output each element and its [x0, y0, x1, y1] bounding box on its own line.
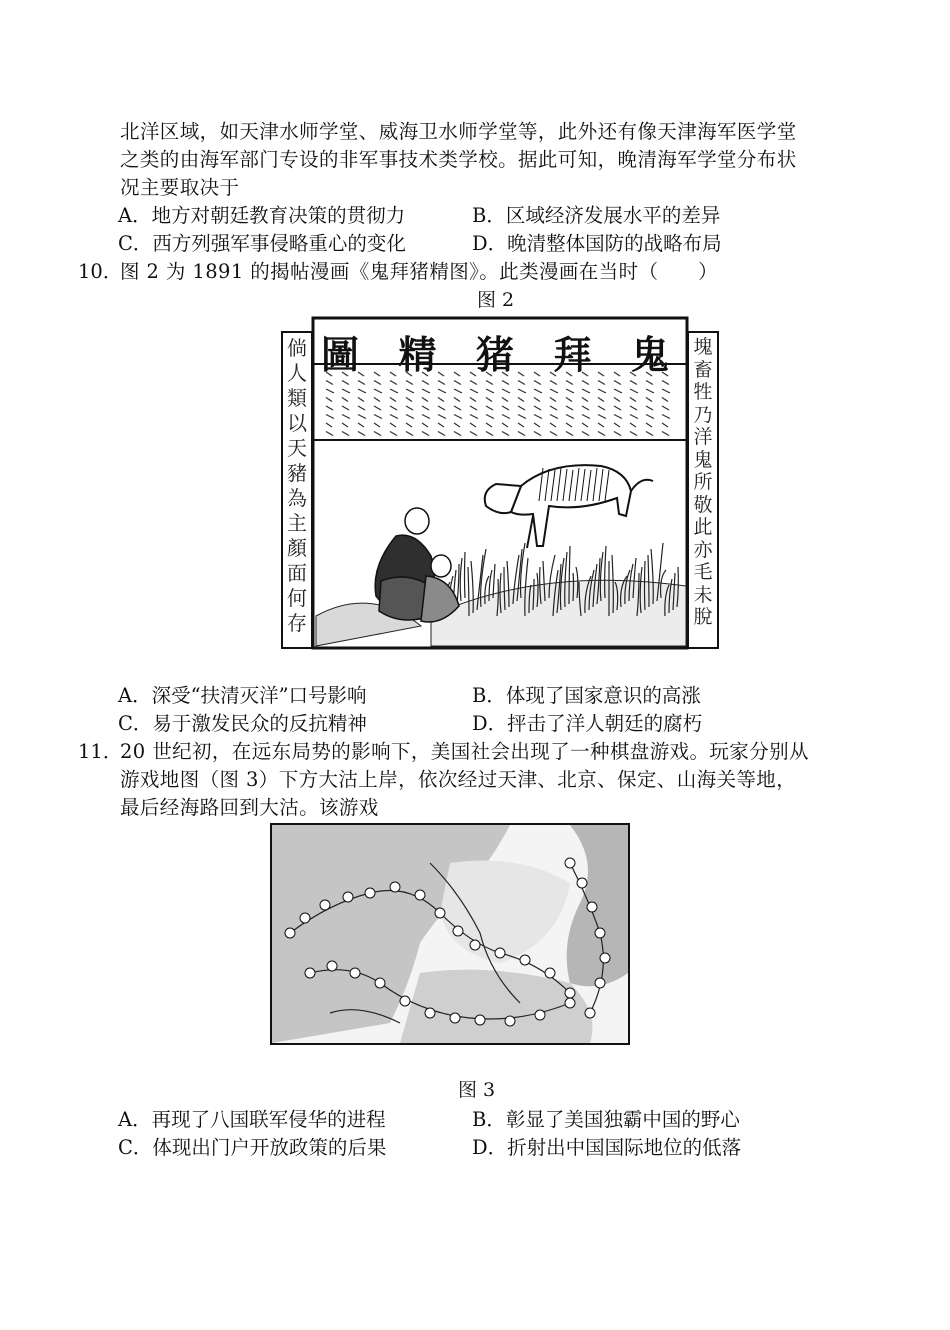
map-station-marker	[520, 955, 530, 965]
q11-text-line-2: 游戏地图（图 3）下方大沽上岸，依次经过天津、北京、保定、山海关等地，	[120, 768, 797, 791]
text-stroke	[566, 406, 573, 410]
text-stroke	[374, 389, 382, 393]
text-stroke	[358, 415, 366, 419]
q10-number: 10．	[78, 260, 123, 283]
text-stroke	[406, 381, 413, 385]
text-stroke	[342, 423, 348, 427]
text-stroke	[550, 406, 557, 410]
text-stroke	[326, 389, 334, 393]
map-station-marker	[365, 888, 375, 898]
text-stroke	[454, 415, 462, 419]
text-stroke	[438, 415, 446, 419]
text-stroke	[470, 432, 477, 436]
text-stroke	[630, 415, 638, 419]
title-char: 拜	[553, 332, 594, 377]
q10-option-b[interactable]	[472, 682, 701, 710]
option-letter: A．	[118, 1108, 152, 1131]
option-text: 地方对朝廷教育决策的贯彻力	[151, 204, 406, 227]
grass-stroke	[457, 564, 459, 604]
option-letter: C．	[118, 232, 153, 255]
text-stroke	[422, 389, 430, 393]
text-stroke	[326, 398, 332, 402]
text-stroke	[582, 398, 588, 402]
text-stroke	[662, 389, 670, 393]
map-station-marker	[390, 882, 400, 892]
map-station-marker	[565, 998, 575, 1008]
text-stroke	[614, 423, 620, 427]
cartoon-left-column: 倘人類以天豬為主顏面何存	[287, 336, 307, 635]
text-stroke	[374, 381, 381, 385]
text-stroke	[326, 406, 333, 410]
text-stroke	[518, 389, 526, 393]
grass-stroke	[493, 564, 495, 598]
text-stroke	[454, 389, 462, 393]
map-station-marker	[400, 996, 410, 1006]
text-stroke	[598, 389, 606, 393]
map-station-marker	[545, 968, 555, 978]
map-station-marker	[343, 892, 353, 902]
text-stroke	[342, 398, 348, 402]
text-stroke	[406, 389, 414, 393]
text-stroke	[566, 432, 573, 436]
text-stroke	[502, 406, 509, 410]
option-letter: D．	[472, 712, 508, 735]
text-stroke	[614, 389, 622, 393]
map-station-marker	[505, 1016, 515, 1026]
text-stroke	[630, 423, 636, 427]
figure-3-caption: 图 3	[458, 1079, 496, 1101]
text-stroke	[566, 398, 572, 402]
option-letter: B．	[472, 1108, 506, 1131]
text-stroke	[438, 432, 445, 436]
pig-worship-cartoon	[281, 316, 719, 650]
map-station-marker	[375, 978, 385, 988]
q11-option-a[interactable]	[118, 1106, 386, 1134]
text-stroke	[438, 423, 444, 427]
title-char: 精	[398, 332, 439, 377]
text-stroke	[486, 423, 492, 427]
text-stroke	[566, 389, 574, 393]
text-stroke	[630, 406, 637, 410]
text-stroke	[518, 415, 526, 419]
text-stroke	[582, 381, 589, 385]
q9-option-d[interactable]	[472, 230, 722, 258]
grass-stroke	[465, 552, 466, 598]
option-text: 晚清整体国防的战略布局	[507, 232, 722, 255]
text-stroke	[582, 389, 590, 393]
q9-text-line-1: 北洋区域，如天津水师学堂、威海卫水师学堂等，此外还有像天津海军医学堂	[120, 120, 797, 143]
text-stroke	[598, 423, 604, 427]
text-stroke	[614, 406, 621, 410]
text-stroke	[534, 398, 540, 402]
text-stroke	[550, 423, 556, 427]
text-stroke	[534, 415, 542, 419]
text-stroke	[326, 415, 334, 419]
text-stroke	[598, 415, 606, 419]
text-stroke	[406, 415, 414, 419]
text-stroke	[502, 389, 510, 393]
text-stroke	[486, 432, 493, 436]
text-stroke	[438, 398, 444, 402]
map-station-marker	[577, 878, 587, 888]
q11-option-b[interactable]	[472, 1106, 740, 1134]
text-stroke	[486, 381, 493, 385]
text-stroke	[326, 423, 332, 427]
q9-option-b[interactable]	[472, 202, 720, 230]
map-station-marker	[435, 908, 445, 918]
grass-stroke	[460, 558, 462, 601]
text-stroke	[358, 406, 365, 410]
option-letter: C．	[118, 1136, 153, 1159]
text-stroke	[646, 389, 654, 393]
text-stroke	[662, 406, 669, 410]
text-stroke	[662, 415, 670, 419]
text-stroke	[518, 406, 525, 410]
text-stroke	[598, 432, 605, 436]
text-stroke	[486, 415, 494, 419]
text-stroke	[662, 381, 669, 385]
text-stroke	[422, 432, 429, 436]
text-stroke	[646, 381, 653, 385]
text-stroke	[614, 398, 620, 402]
option-text: 体现了国家意识的高涨	[505, 684, 701, 707]
q10-option-a[interactable]	[118, 682, 367, 710]
text-stroke	[582, 423, 588, 427]
text-stroke	[422, 406, 429, 410]
q11-text-line-3: 最后经海路回到大沽。该游戏	[120, 796, 379, 819]
text-stroke	[454, 423, 460, 427]
map-station-marker	[350, 968, 360, 978]
text-stroke	[438, 406, 445, 410]
map-station-marker	[453, 926, 463, 936]
text-stroke	[502, 423, 508, 427]
grass-stroke	[645, 561, 646, 610]
text-stroke	[374, 432, 381, 436]
figure-2-caption: 图 2	[477, 289, 515, 311]
option-letter: A．	[118, 204, 152, 227]
text-stroke	[582, 406, 589, 410]
map-station-marker	[595, 978, 605, 988]
text-stroke	[630, 389, 638, 393]
text-stroke	[470, 389, 478, 393]
text-stroke	[646, 432, 653, 436]
text-stroke	[342, 389, 350, 393]
option-text: 再现了八国联军侵华的进程	[151, 1108, 386, 1131]
text-stroke	[534, 406, 541, 410]
text-stroke	[614, 381, 621, 385]
map-station-marker	[595, 928, 605, 938]
option-text: 西方列强军事侵略重心的变化	[152, 232, 406, 255]
text-stroke	[358, 423, 364, 427]
map-station-marker	[470, 940, 480, 950]
text-stroke	[550, 432, 557, 436]
text-stroke	[454, 406, 461, 410]
text-stroke	[646, 406, 653, 410]
text-stroke	[438, 381, 445, 385]
text-stroke	[374, 398, 380, 402]
option-text: 区域经济发展水平的差异	[505, 204, 721, 227]
map-station-marker	[535, 1010, 545, 1020]
text-stroke	[646, 398, 652, 402]
text-stroke	[390, 415, 398, 419]
text-stroke	[358, 381, 365, 385]
text-stroke	[518, 423, 524, 427]
map-station-marker	[585, 1008, 595, 1018]
map-station-marker	[587, 902, 597, 912]
text-stroke	[646, 423, 652, 427]
text-stroke	[342, 432, 349, 436]
text-stroke	[662, 423, 668, 427]
map-station-marker	[565, 858, 575, 868]
q9-option-c[interactable]	[118, 230, 406, 258]
text-stroke	[422, 381, 429, 385]
cartoon-title	[321, 324, 671, 379]
option-text: 彰显了美国独霸中国的野心	[505, 1108, 740, 1131]
text-stroke	[470, 423, 476, 427]
board-game-map	[270, 823, 630, 1045]
text-stroke	[566, 381, 573, 385]
text-stroke	[342, 415, 350, 419]
option-letter: D．	[472, 232, 508, 255]
text-stroke	[550, 381, 557, 385]
text-stroke	[374, 423, 380, 427]
title-char: 猪	[475, 332, 516, 377]
text-stroke	[566, 415, 574, 419]
text-stroke	[630, 381, 637, 385]
text-stroke	[518, 398, 524, 402]
option-text: 深受“扶清灭洋”口号影响	[151, 684, 367, 707]
text-stroke	[454, 381, 461, 385]
q11-text-line-1: 20 世纪初，在远东局势的影响下，美国社会出现了一种棋盘游戏。玩家分别从	[120, 740, 809, 763]
map-station-marker	[285, 928, 295, 938]
text-stroke	[614, 415, 622, 419]
text-stroke	[486, 389, 494, 393]
text-stroke	[502, 381, 509, 385]
q11-option-d[interactable]	[472, 1134, 741, 1162]
map-station-marker	[425, 1008, 435, 1018]
text-stroke	[534, 381, 541, 385]
map-station-marker	[300, 913, 310, 923]
map-station-marker	[450, 1013, 460, 1023]
q10-stem: 图 2 为 1891 的揭帖漫画《鬼拜猪精图》。此类漫画在当时（ ）	[120, 260, 719, 283]
text-stroke	[390, 398, 396, 402]
q11-option-c[interactable]	[118, 1134, 386, 1162]
text-stroke	[454, 432, 461, 436]
map-station-marker	[600, 953, 610, 963]
cartoon-right-column: 塊畜牲乃洋鬼所敬此亦毛未脫	[693, 336, 713, 628]
map-station-marker	[565, 988, 575, 998]
text-stroke	[486, 398, 492, 402]
map-station-marker	[475, 1015, 485, 1025]
title-char: 圖	[321, 332, 362, 377]
text-stroke	[582, 432, 589, 436]
text-stroke	[422, 415, 430, 419]
text-stroke	[358, 398, 364, 402]
text-stroke	[518, 432, 525, 436]
option-text: 易于激发民众的反抗精神	[152, 712, 367, 735]
text-stroke	[662, 432, 669, 436]
text-stroke	[534, 389, 542, 393]
option-text: 体现出门户开放政策的后果	[152, 1136, 387, 1159]
map-station-marker	[327, 961, 337, 971]
text-stroke	[550, 415, 558, 419]
map-station-marker	[305, 968, 315, 978]
text-stroke	[390, 432, 397, 436]
q10-option-d[interactable]	[472, 710, 702, 738]
text-stroke	[630, 432, 637, 436]
option-text: 折射出中国国际地位的低落	[507, 1136, 742, 1159]
text-stroke	[630, 398, 636, 402]
text-stroke	[326, 381, 333, 385]
q9-text-line-2: 之类的由海军部门专设的非军事技术类学校。据此可知，晚清海军学堂分布状	[120, 148, 797, 171]
option-letter: D．	[472, 1136, 508, 1159]
text-stroke	[582, 415, 590, 419]
text-stroke	[406, 432, 413, 436]
text-stroke	[470, 415, 478, 419]
title-char: 鬼	[630, 332, 671, 377]
text-stroke	[470, 381, 477, 385]
text-stroke	[470, 398, 476, 402]
text-stroke	[518, 381, 525, 385]
q9-option-a[interactable]	[118, 202, 405, 230]
text-stroke	[358, 432, 365, 436]
text-stroke	[598, 398, 604, 402]
text-stroke	[374, 406, 381, 410]
text-stroke	[390, 381, 397, 385]
text-stroke	[406, 406, 413, 410]
text-stroke	[646, 415, 654, 419]
option-letter: A．	[118, 684, 152, 707]
text-stroke	[390, 389, 398, 393]
text-stroke	[342, 381, 349, 385]
text-stroke	[598, 381, 605, 385]
map-station-marker	[320, 900, 330, 910]
text-stroke	[358, 389, 366, 393]
text-stroke	[406, 423, 412, 427]
text-stroke	[502, 415, 510, 419]
option-letter: B．	[472, 684, 506, 707]
text-stroke	[374, 415, 382, 419]
text-stroke	[550, 398, 556, 402]
grass-stroke	[573, 573, 574, 601]
text-stroke	[614, 432, 621, 436]
option-text: 抨击了洋人朝廷的腐朽	[507, 712, 703, 735]
map-station-marker	[415, 890, 425, 900]
text-stroke	[326, 432, 333, 436]
text-stroke	[342, 406, 349, 410]
option-letter: B．	[472, 204, 506, 227]
text-stroke	[662, 398, 668, 402]
text-stroke	[598, 406, 605, 410]
text-stroke	[566, 423, 572, 427]
option-letter: C．	[118, 712, 153, 735]
text-stroke	[502, 432, 509, 436]
text-stroke	[422, 398, 428, 402]
text-stroke	[550, 389, 558, 393]
text-stroke	[438, 389, 446, 393]
text-stroke	[454, 398, 460, 402]
text-stroke	[502, 398, 508, 402]
text-stroke	[390, 423, 396, 427]
text-stroke	[422, 423, 428, 427]
text-stroke	[486, 406, 493, 410]
text-stroke	[390, 406, 397, 410]
text-stroke	[534, 423, 540, 427]
q10-option-c[interactable]	[118, 710, 367, 738]
map-station-marker	[495, 948, 505, 958]
text-stroke	[406, 398, 412, 402]
q11-number: 11．	[78, 740, 123, 763]
text-stroke	[470, 406, 477, 410]
q9-text-line-3: 况主要取决于	[120, 176, 240, 199]
text-stroke	[534, 432, 541, 436]
grass-stroke	[504, 567, 505, 610]
